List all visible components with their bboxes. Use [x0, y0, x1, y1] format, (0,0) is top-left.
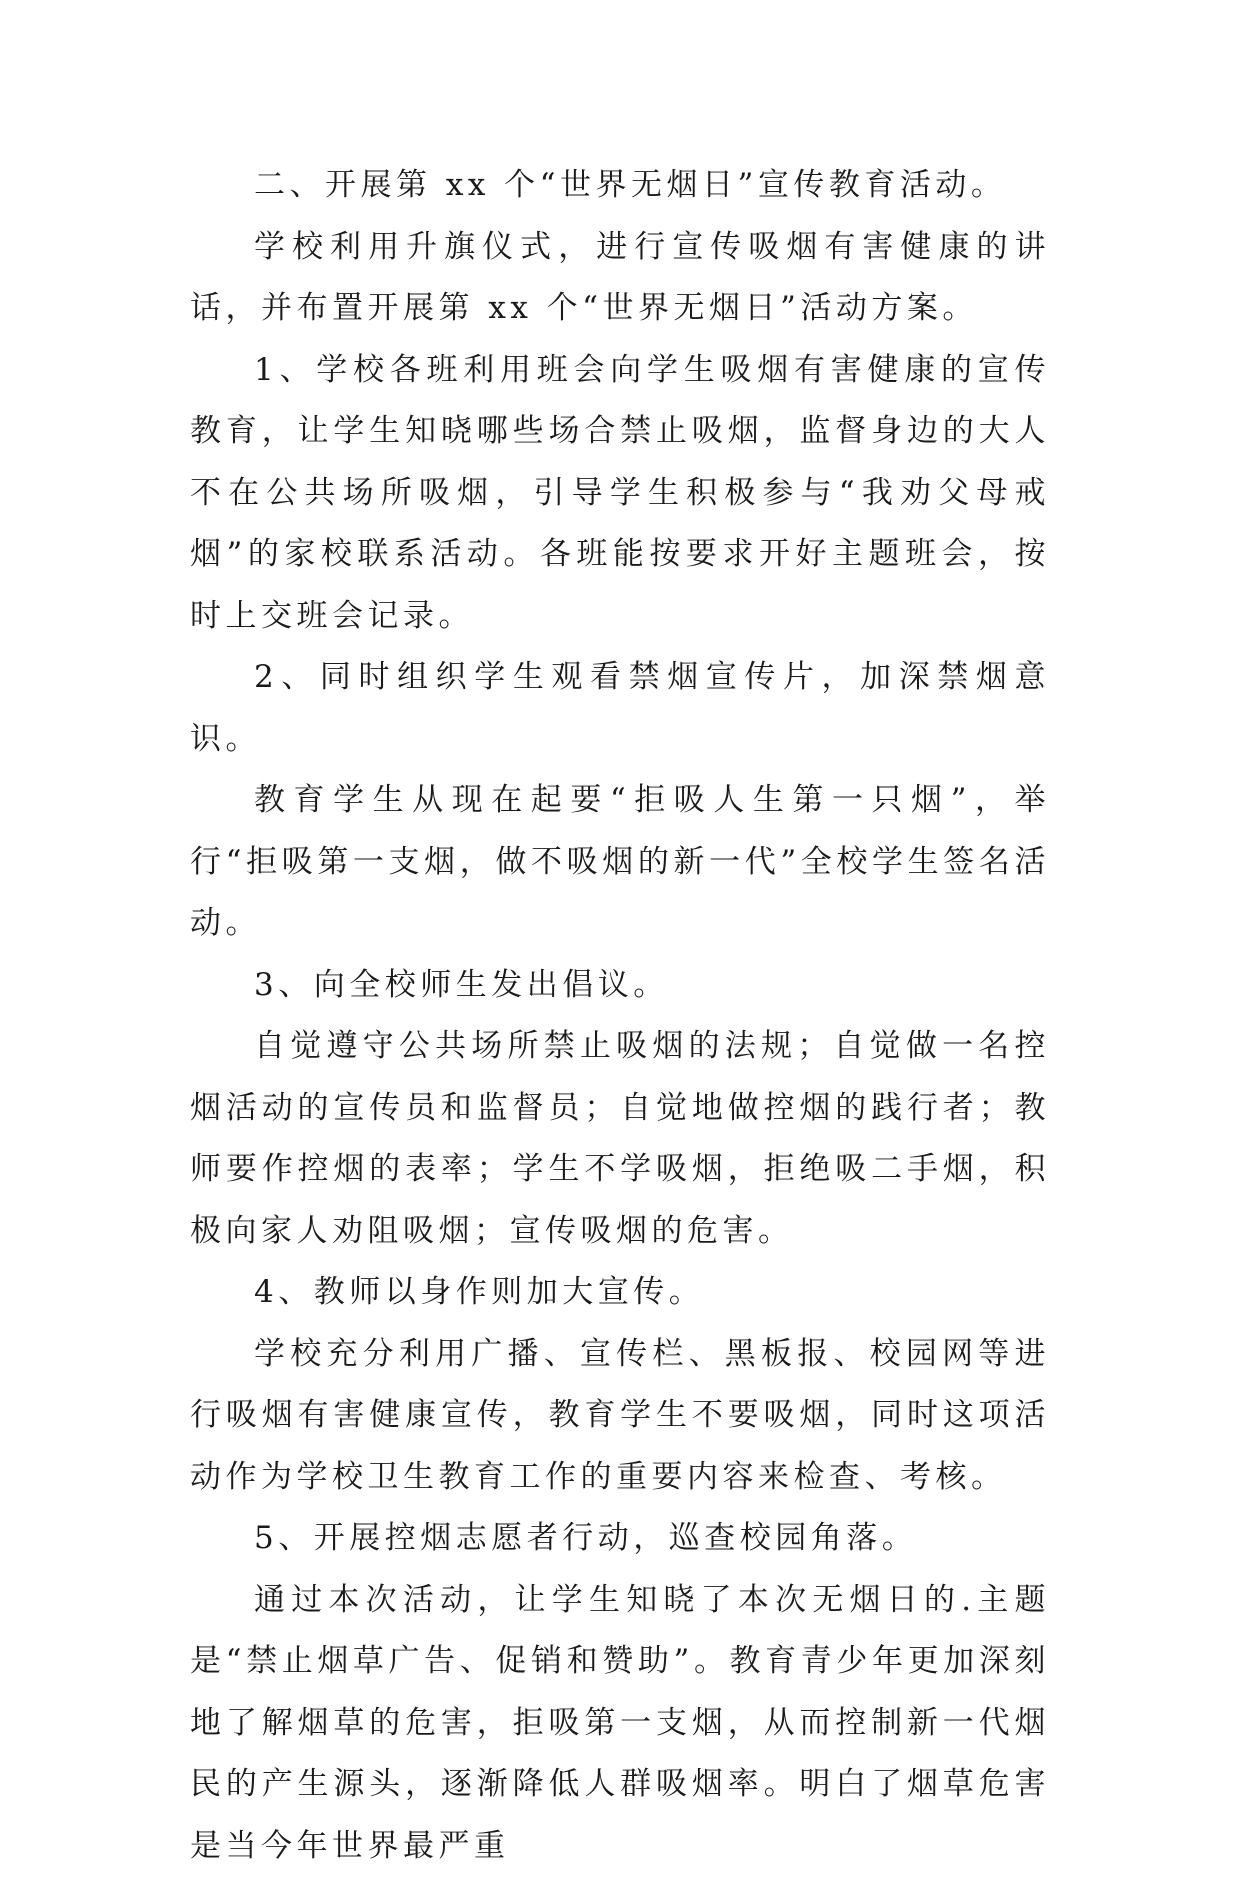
body-paragraph: 自觉遵守公共场所禁止吸烟的法规；自觉做一名控烟活动的宣传员和监督员；自觉地做控烟的践行者；教师要作控烟的表率；学生不学吸烟，拒绝吸二手烟，积极向家人劝阻吸烟；宣传吸烟的危害。 [190, 1016, 1050, 1262]
body-paragraph: 通过本次活动，让学生知晓了本次无烟日的.主题是“禁止烟草广告、促销和赞助”。教育青少年更加深刻地了解烟草的危害，拒吸第一支烟，从而控制新一代烟民的产生源头，逐渐降低人群吸烟率。明白了烟草危害是当今年世界最严重 [190, 1570, 1050, 1877]
body-paragraph: 学校充分利用广播、宣传栏、黑板报、校园网等进行吸烟有害健康宣传，教育学生不要吸烟，同时这项活动作为学校卫生教育工作的重要内容来检查、考核。 [190, 1324, 1050, 1509]
body-paragraph: 学校利用升旗仪式，进行宣传吸烟有害健康的讲话，并布置开展第 xx 个“世界无烟日”活动方案。 [190, 217, 1050, 340]
list-item-5: 5、开展控烟志愿者行动，巡查校园角落。 [190, 1508, 1050, 1570]
list-item-2: 2、同时组织学生观看禁烟宣传片，加深禁烟意识。 [190, 647, 1050, 770]
document-body [190, 155, 1050, 1877]
section-heading-2: 二、开展第 xx 个“世界无烟日”宣传教育活动。 [190, 155, 1050, 217]
list-item-4: 4、教师以身作则加大宣传。 [190, 1262, 1050, 1324]
list-item-1: 1、学校各班利用班会向学生吸烟有害健康的宣传教育，让学生知晓哪些场合禁止吸烟，监督身边的大人不在公共场所吸烟，引导学生积极参与“我劝父母戒烟”的家校联系活动。各班能按要求开好主题班会，按时上交班会记录。 [190, 340, 1050, 648]
list-item-3: 3、向全校师生发出倡议。 [190, 955, 1050, 1017]
body-paragraph: 教育学生从现在起要“拒吸人生第一只烟”，举行“拒吸第一支烟，做不吸烟的新一代”全校学生签名活动。 [190, 770, 1050, 955]
